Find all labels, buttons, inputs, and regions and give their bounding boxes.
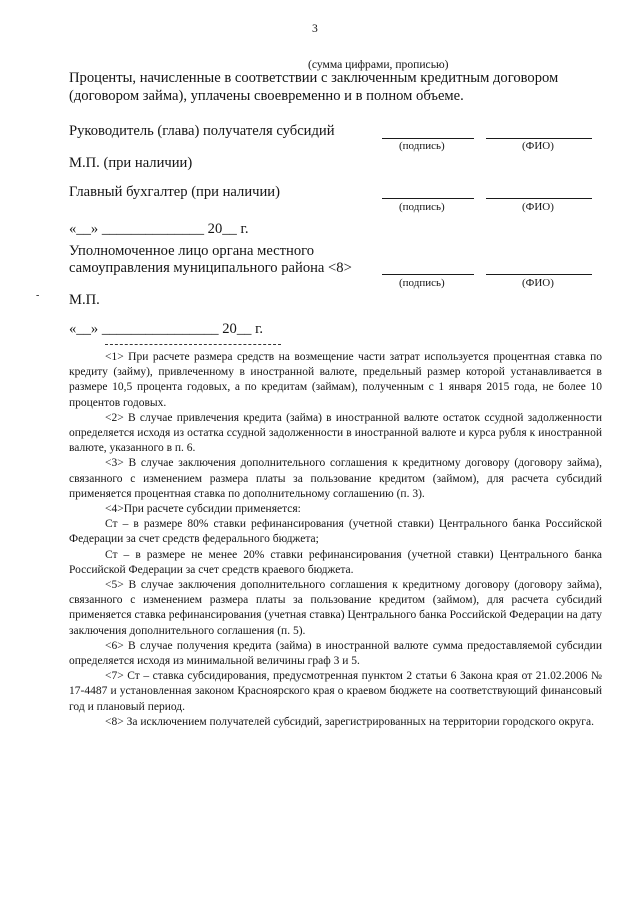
footnote-5: <5> В случае заключения дополнительного соглашения к кредитному договору (договору займа), связанного с изменением размера платы за пользование кредитом (займом), для расчета субсидий применяется ставка рефинансирования (учетная ставка) Центрального банка Российской Федерации на дату заключения дополнительного соглашения (п. 5). <box>69 579 602 637</box>
footnote-7: <7> Ст – ставка субсидирования, предусмотренная пунктом 2 статьи 6 Закона края от 21.02.2006 № 17-4487 и установленная законом Красноярского края о краевом бюджете на соответствующий финансовый год и плановый период. <box>69 670 602 713</box>
footnote-8: <8> За исключением получателей субсидий, зарегистрированных на территории городского округа. <box>105 715 594 728</box>
date-line-2: «__» ________________ 20__ г. <box>69 321 264 337</box>
interest-statement-line-2: (договором займа), уплачены своевременно и в полном объеме. <box>69 88 464 104</box>
footnote-1: <1> При расчете размера средств на возмещение части затрат используется процентная ставка по кредиту (займу), привлеченному в иностранной валюте, предельный размер которой устанавливается в размере 10,5 процента годовых, а по кредитам (займам), полученным с 1 января 2015 года, не более 10 процентов годовых. <box>69 351 602 409</box>
official-signature-line <box>382 274 474 275</box>
accountant-signature-line <box>382 198 474 199</box>
accountant-name-caption: (ФИО) <box>522 201 554 213</box>
accountant-signature-label: Главный бухгалтер (при наличии) <box>69 184 280 200</box>
footnotes <box>69 350 602 730</box>
official-name-caption: (ФИО) <box>522 277 554 289</box>
footnote-4: <4>При расчете субсидии применяется: <box>105 503 301 516</box>
head-sign-caption: (подпись) <box>399 140 445 152</box>
head-name-caption: (ФИО) <box>522 140 554 152</box>
margin-mark: - <box>36 290 40 301</box>
accountant-name-line <box>486 198 592 199</box>
stamp-label: М.П. <box>69 292 100 308</box>
official-sign-caption: (подпись) <box>399 277 445 289</box>
official-name-line <box>486 274 592 275</box>
interest-statement-line-1: Проценты, начисленные в соответствии с заключенным кредитным договором <box>69 70 559 86</box>
footnote-2: <2> В случае привлечения кредита (займа) в иностранной валюте остаток ссудной задолженности определяется исходя из остатка ссудной задолженности в иностранной валюте и курса рубля к иностранной валюте, указанного в п. 6. <box>69 411 602 455</box>
date-line-1: «__» ______________ 20__ г. <box>69 221 249 237</box>
page-number: 3 <box>312 22 318 35</box>
official-label-line-1: Уполномоченное лицо органа местного <box>69 243 315 259</box>
head-name-line <box>486 138 592 139</box>
footnote-4-federal: Ст – в размере 80% ставки рефинансирования (учетной ставки) Центрального банка Российской Федерации за счет средств федерального бюджета; <box>69 518 602 546</box>
stamp-optional-label: М.П. (при наличии) <box>69 155 193 171</box>
footnote-4-regional: Ст – в размере не менее 20% ставки рефинансирования (учетной ставки) Центрального банка Российской Федерации за счет средств краевого бюджета. <box>69 548 602 576</box>
footnote-3: <3> В случае заключения дополнительного соглашения к кредитному договору (договору займа), связанного с изменением размера платы за пользование кредитом (займом), для расчета субсидий применяется процентная ставка по дополнительному соглашению (п. 3). <box>69 457 602 500</box>
footnote-separator <box>105 344 281 345</box>
official-label-line-2: самоуправления муниципального района <8> <box>69 260 352 276</box>
amount-hint: (сумма цифрами, прописью) <box>308 58 449 71</box>
accountant-sign-caption: (подпись) <box>399 201 445 213</box>
head-signature-label: Руководитель (глава) получателя субсидий <box>69 123 335 139</box>
footnote-6: <6> В случае получения кредита (займа) в иностранной валюте сумма предоставляемой субсидии определяется исходя из минимальной величины граф 3 и 5. <box>69 639 602 668</box>
head-signature-line <box>382 138 474 139</box>
